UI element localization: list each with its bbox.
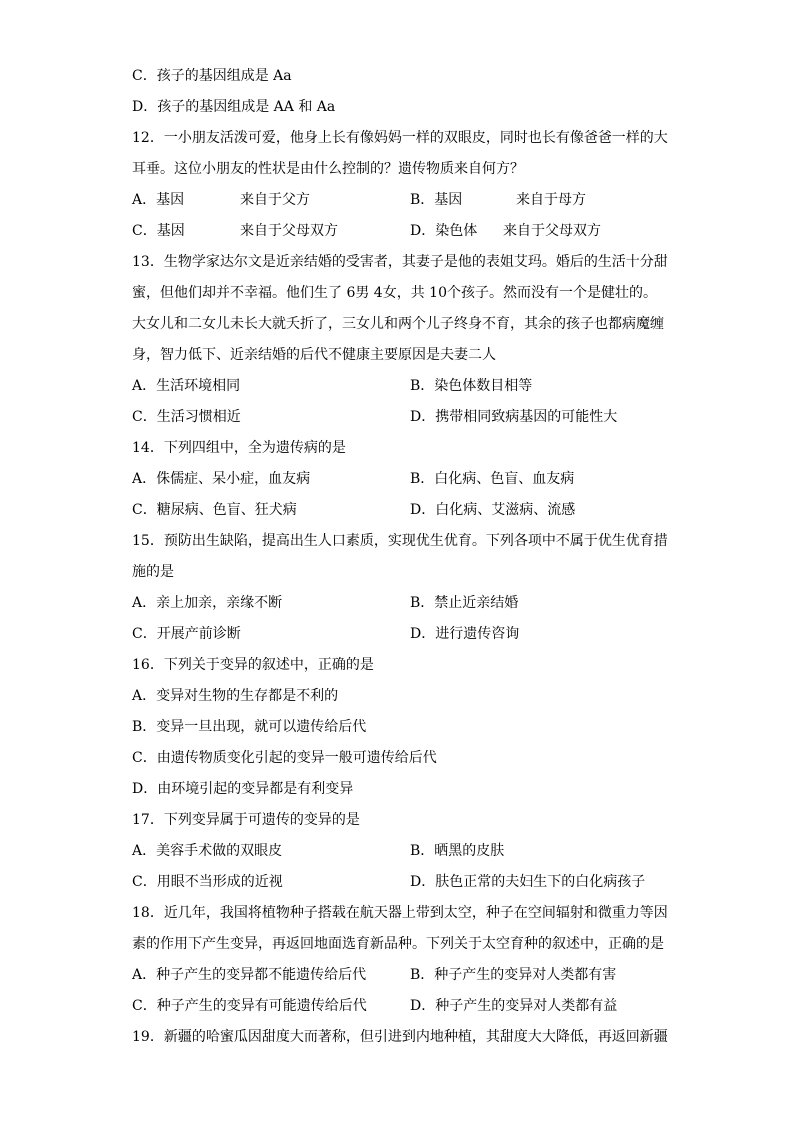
option-text: A．美容手术做的双眼皮	[132, 843, 283, 859]
option-text: B．染色体数目相等	[410, 378, 533, 394]
option-text: A．变异对生物的生存都是不利的	[132, 688, 339, 704]
question-text: 12．一小朋友活泼可爱，他身上长有像妈妈一样的双眼皮，同时也长有像爸爸一样的大	[132, 130, 668, 146]
option-text: 来自于父母双方	[503, 223, 601, 239]
option-text: A．侏儒症、呆小症，血友病	[132, 471, 311, 487]
option-text: B．种子产生的变异对人类都有害	[410, 967, 617, 983]
option-text: A．亲上加亲，亲缘不断	[132, 595, 283, 611]
option-text: C．开展产前诊断	[132, 626, 241, 642]
question-text: 耳垂。这位小朋友的性状是由什么控制的？遗传物质来自何方？	[132, 161, 524, 177]
question-text: 15．预防出生缺陷，提高出生人口素质，实现优生优育。下列各项中不属于优生优育措	[132, 533, 668, 549]
question-text: 18．近几年，我国将植物种子搭载在航天器上带到太空，种子在空间辐射和微重力等因	[132, 905, 668, 921]
option-text: A．种子产生的变异都不能遗传给后代	[132, 967, 367, 983]
question-text: 蜜，但他们却并不幸福。他们生了 6男 4女，共 10个孩子。然而没有一个是健壮的。	[132, 285, 657, 301]
question-text: 16．下列关于变异的叙述中，正确的是	[132, 657, 374, 673]
option-text: D．进行遗传咨询	[410, 626, 520, 642]
option-text: 来自于父母双方	[240, 223, 338, 239]
option-text: 来自于母方	[516, 192, 586, 208]
question-text: 大女儿和二女儿未长大就夭折了，三女儿和两个儿子终身不育，其余的孩子也都病魔缠	[132, 316, 664, 332]
option-text: D．染色体	[410, 223, 478, 239]
option-text: C．孩子的基因组成是 Aa	[132, 68, 292, 84]
option-text: B．晒黑的皮肤	[410, 843, 505, 859]
option-text: D．白化病、艾滋病、流感	[410, 502, 576, 518]
option-text: C．由遗传物质变化引起的变异一般可遗传给后代	[132, 750, 437, 766]
option-text: D．由环境引起的变异都是有利变异	[132, 781, 354, 797]
option-text: B．变异一旦出现，就可以遗传给后代	[132, 719, 367, 735]
question-text: 17．下列变异属于可遗传的变异的是	[132, 812, 360, 828]
option-text: C．种子产生的变异有可能遗传给后代	[132, 998, 367, 1014]
question-text: 身，智力低下、近亲结婚的后代不健康主要原因是夫妻二人	[132, 347, 496, 363]
option-text: D．种子产生的变异对人类都有益	[410, 998, 618, 1014]
option-text: B．白化病、色盲、血友病	[410, 471, 575, 487]
question-text: 素的作用下产生变异，再返回地面选育新品种。下列关于太空育种的叙述中，正确的是	[132, 936, 664, 952]
option-text: B．禁止近亲结婚	[410, 595, 519, 611]
option-text: D．携带相同致病基因的可能性大	[410, 409, 618, 425]
option-text: 来自于父方	[240, 192, 310, 208]
question-text: 19．新疆的哈蜜瓜因甜度大而著称，但引进到内地种植，其甜度大大降低，再返回新疆	[132, 1029, 668, 1045]
option-text: D．肤色正常的夫妇生下的白化病孩子	[410, 874, 646, 890]
option-text: A．基因	[132, 192, 185, 208]
question-text: 13．生物学家达尔文是近亲结婚的受害者，其妻子是他的表姐艾玛。婚后的生活十分甜	[132, 254, 668, 270]
option-text: C．用眼不当形成的近视	[132, 874, 283, 890]
option-text: B．基因	[410, 192, 463, 208]
option-text: C．生活习惯相近	[132, 409, 241, 425]
option-text: D．孩子的基因组成是 AA 和 Aa	[132, 99, 336, 115]
question-text: 14．下列四组中，全为遗传病的是	[132, 440, 346, 456]
option-text: A．生活环境相同	[132, 378, 241, 394]
question-text: 施的是	[132, 564, 174, 580]
option-text: C．糖尿病、色盲、狂犬病	[132, 502, 297, 518]
option-text: C．基因	[132, 223, 185, 239]
